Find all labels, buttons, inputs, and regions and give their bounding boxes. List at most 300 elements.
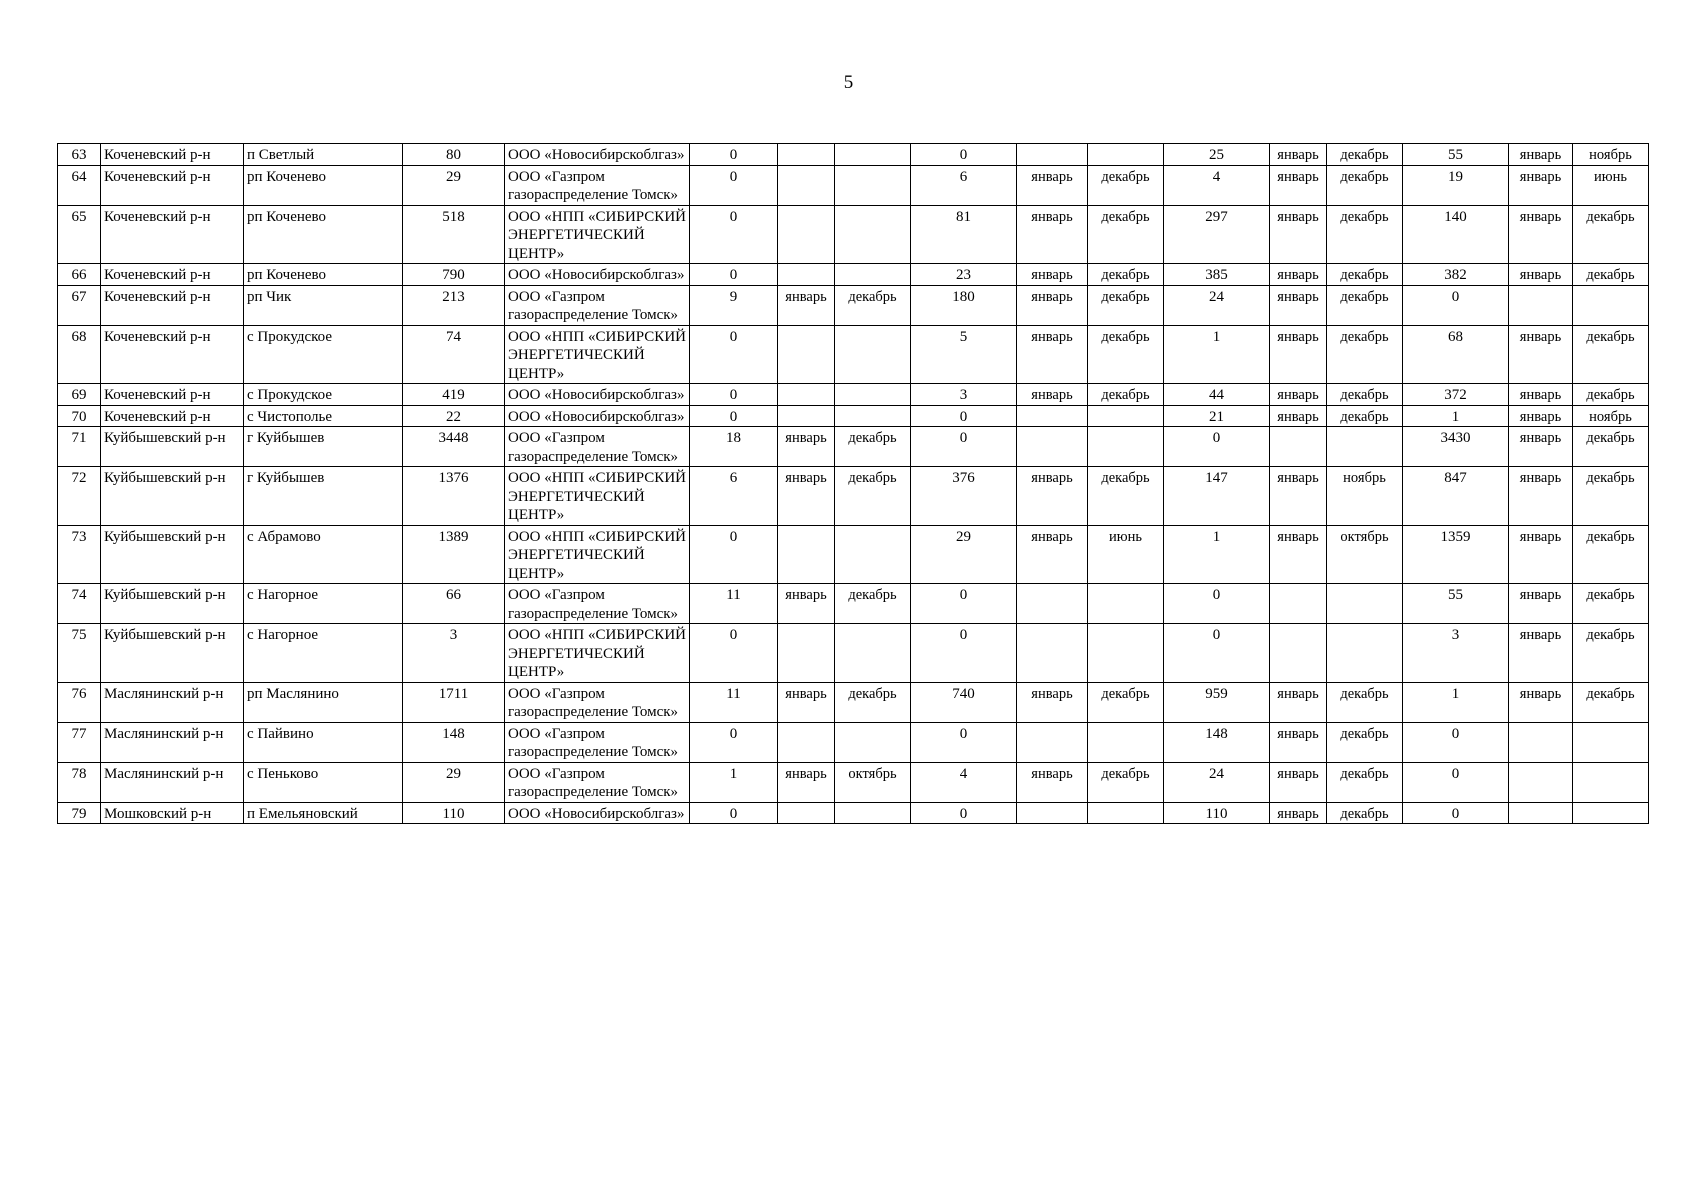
count-2-cell: 5 — [911, 325, 1017, 384]
count-3-cell: 24 — [1164, 762, 1270, 802]
count-1-cell: 6 — [690, 467, 778, 526]
total-cell: 66 — [403, 584, 505, 624]
month-to-3-cell: декабрь — [1327, 165, 1403, 205]
table-row — [58, 285, 1649, 325]
month-to-3-cell — [1327, 624, 1403, 683]
month-to-4-cell — [1573, 762, 1649, 802]
organization-cell: ООО «НПП «СИБИРСКИЙ ЭНЕРГЕТИЧЕСКИЙ ЦЕНТР» — [505, 205, 690, 264]
count-2-cell: 4 — [911, 762, 1017, 802]
month-to-2-cell: декабрь — [1088, 467, 1164, 526]
month-from-2-cell: январь — [1017, 467, 1088, 526]
settlement-cell: рп Маслянино — [244, 682, 403, 722]
count-4-cell: 1 — [1403, 405, 1509, 427]
count-4-cell: 0 — [1403, 802, 1509, 824]
row-number-cell: 68 — [58, 325, 101, 384]
count-3-cell: 147 — [1164, 467, 1270, 526]
month-from-3-cell: январь — [1270, 722, 1327, 762]
count-3-cell: 959 — [1164, 682, 1270, 722]
month-to-2-cell — [1088, 624, 1164, 683]
month-to-3-cell: декабрь — [1327, 762, 1403, 802]
count-1-cell: 1 — [690, 762, 778, 802]
month-from-1-cell: январь — [778, 467, 835, 526]
table-row — [58, 325, 1649, 384]
month-from-4-cell: январь — [1509, 467, 1573, 526]
month-to-2-cell — [1088, 427, 1164, 467]
count-3-cell: 25 — [1164, 144, 1270, 166]
month-from-3-cell: январь — [1270, 525, 1327, 584]
district-cell: Коченевский р-н — [101, 405, 244, 427]
row-number-cell: 71 — [58, 427, 101, 467]
row-number-cell: 70 — [58, 405, 101, 427]
total-cell: 1376 — [403, 467, 505, 526]
count-1-cell: 0 — [690, 144, 778, 166]
total-cell: 74 — [403, 325, 505, 384]
month-from-2-cell — [1017, 144, 1088, 166]
month-to-4-cell: декабрь — [1573, 682, 1649, 722]
month-to-2-cell — [1088, 405, 1164, 427]
month-to-1-cell — [835, 722, 911, 762]
table-row — [58, 165, 1649, 205]
month-to-3-cell — [1327, 427, 1403, 467]
month-from-4-cell: январь — [1509, 144, 1573, 166]
month-from-2-cell: январь — [1017, 762, 1088, 802]
total-cell: 22 — [403, 405, 505, 427]
count-3-cell: 44 — [1164, 384, 1270, 406]
organization-cell: ООО «Газпром газораспределение Томск» — [505, 762, 690, 802]
count-1-cell: 0 — [690, 264, 778, 286]
organization-cell: ООО «Новосибирскоблгаз» — [505, 264, 690, 286]
month-from-4-cell — [1509, 762, 1573, 802]
count-3-cell: 21 — [1164, 405, 1270, 427]
row-number-cell: 63 — [58, 144, 101, 166]
month-to-1-cell — [835, 624, 911, 683]
month-from-2-cell — [1017, 584, 1088, 624]
month-from-1-cell — [778, 144, 835, 166]
count-3-cell: 0 — [1164, 584, 1270, 624]
settlement-cell: с Прокудское — [244, 325, 403, 384]
total-cell: 1389 — [403, 525, 505, 584]
month-from-3-cell: январь — [1270, 405, 1327, 427]
count-2-cell: 0 — [911, 584, 1017, 624]
month-from-3-cell: январь — [1270, 802, 1327, 824]
month-to-2-cell: декабрь — [1088, 682, 1164, 722]
month-to-4-cell: декабрь — [1573, 205, 1649, 264]
organization-cell: ООО «Газпром газораспределение Томск» — [505, 285, 690, 325]
month-from-2-cell: январь — [1017, 682, 1088, 722]
month-from-4-cell — [1509, 285, 1573, 325]
district-cell: Куйбышевский р-н — [101, 467, 244, 526]
count-1-cell: 0 — [690, 384, 778, 406]
total-cell: 110 — [403, 802, 505, 824]
month-to-1-cell — [835, 384, 911, 406]
month-from-3-cell: январь — [1270, 467, 1327, 526]
row-number-cell: 66 — [58, 264, 101, 286]
organization-cell: ООО «Газпром газораспределение Томск» — [505, 722, 690, 762]
month-from-4-cell: январь — [1509, 325, 1573, 384]
district-cell: Коченевский р-н — [101, 264, 244, 286]
district-cell: Коченевский р-н — [101, 384, 244, 406]
month-to-3-cell: декабрь — [1327, 144, 1403, 166]
total-cell: 419 — [403, 384, 505, 406]
row-number-cell: 72 — [58, 467, 101, 526]
month-from-1-cell — [778, 802, 835, 824]
table-row — [58, 624, 1649, 683]
month-to-3-cell: декабрь — [1327, 682, 1403, 722]
month-from-4-cell — [1509, 802, 1573, 824]
month-from-3-cell — [1270, 427, 1327, 467]
count-4-cell: 382 — [1403, 264, 1509, 286]
count-1-cell: 11 — [690, 682, 778, 722]
count-3-cell: 148 — [1164, 722, 1270, 762]
count-2-cell: 376 — [911, 467, 1017, 526]
count-2-cell: 740 — [911, 682, 1017, 722]
table-row — [58, 525, 1649, 584]
count-3-cell: 1 — [1164, 525, 1270, 584]
month-to-3-cell: октябрь — [1327, 525, 1403, 584]
row-number-cell: 69 — [58, 384, 101, 406]
month-to-1-cell: октябрь — [835, 762, 911, 802]
total-cell: 790 — [403, 264, 505, 286]
settlement-cell: г Куйбышев — [244, 467, 403, 526]
table-row — [58, 405, 1649, 427]
count-4-cell: 3 — [1403, 624, 1509, 683]
month-to-4-cell — [1573, 285, 1649, 325]
count-1-cell: 0 — [690, 165, 778, 205]
count-4-cell: 0 — [1403, 285, 1509, 325]
month-from-4-cell: январь — [1509, 264, 1573, 286]
month-to-3-cell: декабрь — [1327, 264, 1403, 286]
district-cell: Коченевский р-н — [101, 144, 244, 166]
count-3-cell: 1 — [1164, 325, 1270, 384]
month-to-2-cell — [1088, 802, 1164, 824]
month-to-2-cell: декабрь — [1088, 325, 1164, 384]
count-4-cell: 68 — [1403, 325, 1509, 384]
month-from-3-cell: январь — [1270, 165, 1327, 205]
count-4-cell: 847 — [1403, 467, 1509, 526]
organization-cell: ООО «Газпром газораспределение Томск» — [505, 165, 690, 205]
table-row — [58, 144, 1649, 166]
month-from-4-cell: январь — [1509, 165, 1573, 205]
count-4-cell: 1 — [1403, 682, 1509, 722]
month-from-1-cell — [778, 384, 835, 406]
organization-cell: ООО «Газпром газораспределение Томск» — [505, 584, 690, 624]
month-from-3-cell: январь — [1270, 682, 1327, 722]
row-number-cell: 77 — [58, 722, 101, 762]
month-from-2-cell: январь — [1017, 525, 1088, 584]
district-cell: Коченевский р-н — [101, 205, 244, 264]
month-to-4-cell: декабрь — [1573, 584, 1649, 624]
organization-cell: ООО «Газпром газораспределение Томск» — [505, 682, 690, 722]
district-cell: Коченевский р-н — [101, 325, 244, 384]
month-to-3-cell: декабрь — [1327, 285, 1403, 325]
month-from-4-cell: январь — [1509, 584, 1573, 624]
month-from-3-cell — [1270, 624, 1327, 683]
organization-cell: ООО «НПП «СИБИРСКИЙ ЭНЕРГЕТИЧЕСКИЙ ЦЕНТР» — [505, 624, 690, 683]
month-from-4-cell: январь — [1509, 427, 1573, 467]
settlement-cell: с Нагорное — [244, 584, 403, 624]
organization-cell: ООО «НПП «СИБИРСКИЙ ЭНЕРГЕТИЧЕСКИЙ ЦЕНТР» — [505, 325, 690, 384]
count-2-cell: 0 — [911, 802, 1017, 824]
month-to-2-cell: декабрь — [1088, 165, 1164, 205]
month-to-4-cell: ноябрь — [1573, 405, 1649, 427]
count-1-cell: 0 — [690, 722, 778, 762]
month-to-1-cell — [835, 165, 911, 205]
settlement-cell: с Прокудское — [244, 384, 403, 406]
month-from-4-cell: январь — [1509, 525, 1573, 584]
month-to-4-cell — [1573, 802, 1649, 824]
month-to-1-cell — [835, 325, 911, 384]
district-cell: Куйбышевский р-н — [101, 427, 244, 467]
month-from-2-cell: январь — [1017, 384, 1088, 406]
settlement-cell: с Пеньково — [244, 762, 403, 802]
row-number-cell: 74 — [58, 584, 101, 624]
month-from-2-cell — [1017, 405, 1088, 427]
month-to-3-cell: декабрь — [1327, 722, 1403, 762]
month-from-1-cell: январь — [778, 427, 835, 467]
month-to-2-cell: декабрь — [1088, 285, 1164, 325]
district-cell: Коченевский р-н — [101, 285, 244, 325]
month-from-2-cell — [1017, 722, 1088, 762]
month-to-1-cell: декабрь — [835, 427, 911, 467]
month-to-2-cell: декабрь — [1088, 205, 1164, 264]
month-from-4-cell: январь — [1509, 682, 1573, 722]
month-from-1-cell: январь — [778, 584, 835, 624]
district-cell: Маслянинский р-н — [101, 682, 244, 722]
month-from-4-cell: январь — [1509, 384, 1573, 406]
month-to-4-cell: декабрь — [1573, 264, 1649, 286]
month-to-3-cell: декабрь — [1327, 205, 1403, 264]
count-4-cell: 55 — [1403, 144, 1509, 166]
month-from-3-cell — [1270, 584, 1327, 624]
settlement-cell: рп Коченево — [244, 165, 403, 205]
row-number-cell: 78 — [58, 762, 101, 802]
organization-cell: ООО «Новосибирскоблгаз» — [505, 384, 690, 406]
organization-cell: ООО «НПП «СИБИРСКИЙ ЭНЕРГЕТИЧЕСКИЙ ЦЕНТР» — [505, 467, 690, 526]
organization-cell: ООО «Новосибирскоблгаз» — [505, 802, 690, 824]
table-row — [58, 802, 1649, 824]
gasification-table — [57, 143, 1649, 824]
month-from-1-cell — [778, 525, 835, 584]
month-from-2-cell: январь — [1017, 165, 1088, 205]
count-2-cell: 0 — [911, 722, 1017, 762]
count-3-cell: 297 — [1164, 205, 1270, 264]
month-from-1-cell: январь — [778, 285, 835, 325]
count-1-cell: 18 — [690, 427, 778, 467]
month-from-1-cell — [778, 165, 835, 205]
settlement-cell: с Нагорное — [244, 624, 403, 683]
month-from-1-cell — [778, 624, 835, 683]
count-4-cell: 1359 — [1403, 525, 1509, 584]
settlement-cell: п Светлый — [244, 144, 403, 166]
month-to-1-cell: декабрь — [835, 285, 911, 325]
month-to-4-cell: декабрь — [1573, 467, 1649, 526]
row-number-cell: 67 — [58, 285, 101, 325]
month-to-4-cell: декабрь — [1573, 624, 1649, 683]
month-to-2-cell: июнь — [1088, 525, 1164, 584]
month-to-1-cell — [835, 264, 911, 286]
month-to-2-cell — [1088, 144, 1164, 166]
count-3-cell: 110 — [1164, 802, 1270, 824]
month-to-4-cell: декабрь — [1573, 384, 1649, 406]
district-cell: Маслянинский р-н — [101, 762, 244, 802]
table-row — [58, 584, 1649, 624]
month-from-3-cell: январь — [1270, 264, 1327, 286]
row-number-cell: 65 — [58, 205, 101, 264]
count-4-cell: 372 — [1403, 384, 1509, 406]
total-cell: 29 — [403, 165, 505, 205]
total-cell: 518 — [403, 205, 505, 264]
month-from-1-cell — [778, 205, 835, 264]
count-2-cell: 6 — [911, 165, 1017, 205]
count-1-cell: 0 — [690, 205, 778, 264]
month-from-2-cell: январь — [1017, 205, 1088, 264]
district-cell: Куйбышевский р-н — [101, 624, 244, 683]
count-2-cell: 3 — [911, 384, 1017, 406]
month-to-2-cell: декабрь — [1088, 762, 1164, 802]
month-to-3-cell: декабрь — [1327, 384, 1403, 406]
month-from-4-cell: январь — [1509, 624, 1573, 683]
count-4-cell: 0 — [1403, 722, 1509, 762]
organization-cell: ООО «НПП «СИБИРСКИЙ ЭНЕРГЕТИЧЕСКИЙ ЦЕНТР» — [505, 525, 690, 584]
count-2-cell: 0 — [911, 624, 1017, 683]
month-from-2-cell: январь — [1017, 264, 1088, 286]
month-from-3-cell: январь — [1270, 205, 1327, 264]
month-to-1-cell — [835, 205, 911, 264]
month-from-4-cell: январь — [1509, 205, 1573, 264]
count-4-cell: 3430 — [1403, 427, 1509, 467]
organization-cell: ООО «Новосибирскоблгаз» — [505, 405, 690, 427]
district-cell: Куйбышевский р-н — [101, 584, 244, 624]
settlement-cell: рп Чик — [244, 285, 403, 325]
month-to-2-cell: декабрь — [1088, 384, 1164, 406]
count-3-cell: 24 — [1164, 285, 1270, 325]
table-row — [58, 205, 1649, 264]
count-2-cell: 23 — [911, 264, 1017, 286]
month-to-1-cell: декабрь — [835, 584, 911, 624]
settlement-cell: рп Коченево — [244, 264, 403, 286]
month-to-3-cell: ноябрь — [1327, 467, 1403, 526]
district-cell: Коченевский р-н — [101, 165, 244, 205]
month-to-4-cell: декабрь — [1573, 525, 1649, 584]
month-from-3-cell: январь — [1270, 762, 1327, 802]
month-to-3-cell: декабрь — [1327, 802, 1403, 824]
row-number-cell: 79 — [58, 802, 101, 824]
count-4-cell: 0 — [1403, 762, 1509, 802]
count-1-cell: 0 — [690, 325, 778, 384]
month-from-4-cell: январь — [1509, 405, 1573, 427]
total-cell: 1711 — [403, 682, 505, 722]
month-from-4-cell — [1509, 722, 1573, 762]
organization-cell: ООО «Газпром газораспределение Томск» — [505, 427, 690, 467]
month-from-3-cell: январь — [1270, 325, 1327, 384]
month-from-3-cell: январь — [1270, 285, 1327, 325]
total-cell: 29 — [403, 762, 505, 802]
count-3-cell: 0 — [1164, 624, 1270, 683]
count-4-cell: 55 — [1403, 584, 1509, 624]
row-number-cell: 73 — [58, 525, 101, 584]
month-from-2-cell — [1017, 624, 1088, 683]
month-from-2-cell: январь — [1017, 285, 1088, 325]
month-to-4-cell: июнь — [1573, 165, 1649, 205]
count-4-cell: 19 — [1403, 165, 1509, 205]
row-number-cell: 76 — [58, 682, 101, 722]
count-3-cell: 0 — [1164, 427, 1270, 467]
month-to-1-cell — [835, 405, 911, 427]
month-to-1-cell: декабрь — [835, 682, 911, 722]
count-1-cell: 11 — [690, 584, 778, 624]
settlement-cell: п Емельяновский — [244, 802, 403, 824]
month-to-4-cell — [1573, 722, 1649, 762]
count-2-cell: 0 — [911, 427, 1017, 467]
month-from-1-cell — [778, 405, 835, 427]
month-from-2-cell: январь — [1017, 325, 1088, 384]
table-row — [58, 722, 1649, 762]
month-from-3-cell: январь — [1270, 384, 1327, 406]
count-1-cell: 9 — [690, 285, 778, 325]
month-to-3-cell: декабрь — [1327, 405, 1403, 427]
district-cell: Мошковский р-н — [101, 802, 244, 824]
table-row — [58, 467, 1649, 526]
total-cell: 80 — [403, 144, 505, 166]
table-row — [58, 264, 1649, 286]
settlement-cell: г Куйбышев — [244, 427, 403, 467]
table-row — [58, 762, 1649, 802]
count-2-cell: 81 — [911, 205, 1017, 264]
month-to-3-cell — [1327, 584, 1403, 624]
table-row — [58, 384, 1649, 406]
row-number-cell: 64 — [58, 165, 101, 205]
count-2-cell: 0 — [911, 144, 1017, 166]
count-1-cell: 0 — [690, 624, 778, 683]
total-cell: 213 — [403, 285, 505, 325]
month-to-4-cell: ноябрь — [1573, 144, 1649, 166]
count-2-cell: 0 — [911, 405, 1017, 427]
month-to-2-cell: декабрь — [1088, 264, 1164, 286]
count-1-cell: 0 — [690, 525, 778, 584]
total-cell: 148 — [403, 722, 505, 762]
row-number-cell: 75 — [58, 624, 101, 683]
month-from-1-cell — [778, 722, 835, 762]
count-3-cell: 385 — [1164, 264, 1270, 286]
month-to-4-cell: декабрь — [1573, 325, 1649, 384]
month-to-1-cell — [835, 802, 911, 824]
settlement-cell: рп Коченево — [244, 205, 403, 264]
count-1-cell: 0 — [690, 802, 778, 824]
district-cell: Куйбышевский р-н — [101, 525, 244, 584]
month-from-2-cell — [1017, 427, 1088, 467]
month-from-1-cell: январь — [778, 682, 835, 722]
month-from-1-cell — [778, 325, 835, 384]
month-to-3-cell: декабрь — [1327, 325, 1403, 384]
settlement-cell: с Чистополье — [244, 405, 403, 427]
month-to-1-cell: декабрь — [835, 467, 911, 526]
table-row — [58, 682, 1649, 722]
month-to-1-cell — [835, 525, 911, 584]
count-2-cell: 180 — [911, 285, 1017, 325]
table-body — [58, 144, 1649, 824]
month-from-1-cell: январь — [778, 762, 835, 802]
settlement-cell: с Абрамово — [244, 525, 403, 584]
month-from-1-cell — [778, 264, 835, 286]
count-4-cell: 140 — [1403, 205, 1509, 264]
count-3-cell: 4 — [1164, 165, 1270, 205]
month-from-2-cell — [1017, 802, 1088, 824]
organization-cell: ООО «Новосибирскоблгаз» — [505, 144, 690, 166]
month-to-1-cell — [835, 144, 911, 166]
count-2-cell: 29 — [911, 525, 1017, 584]
settlement-cell: с Пайвино — [244, 722, 403, 762]
month-to-2-cell — [1088, 722, 1164, 762]
